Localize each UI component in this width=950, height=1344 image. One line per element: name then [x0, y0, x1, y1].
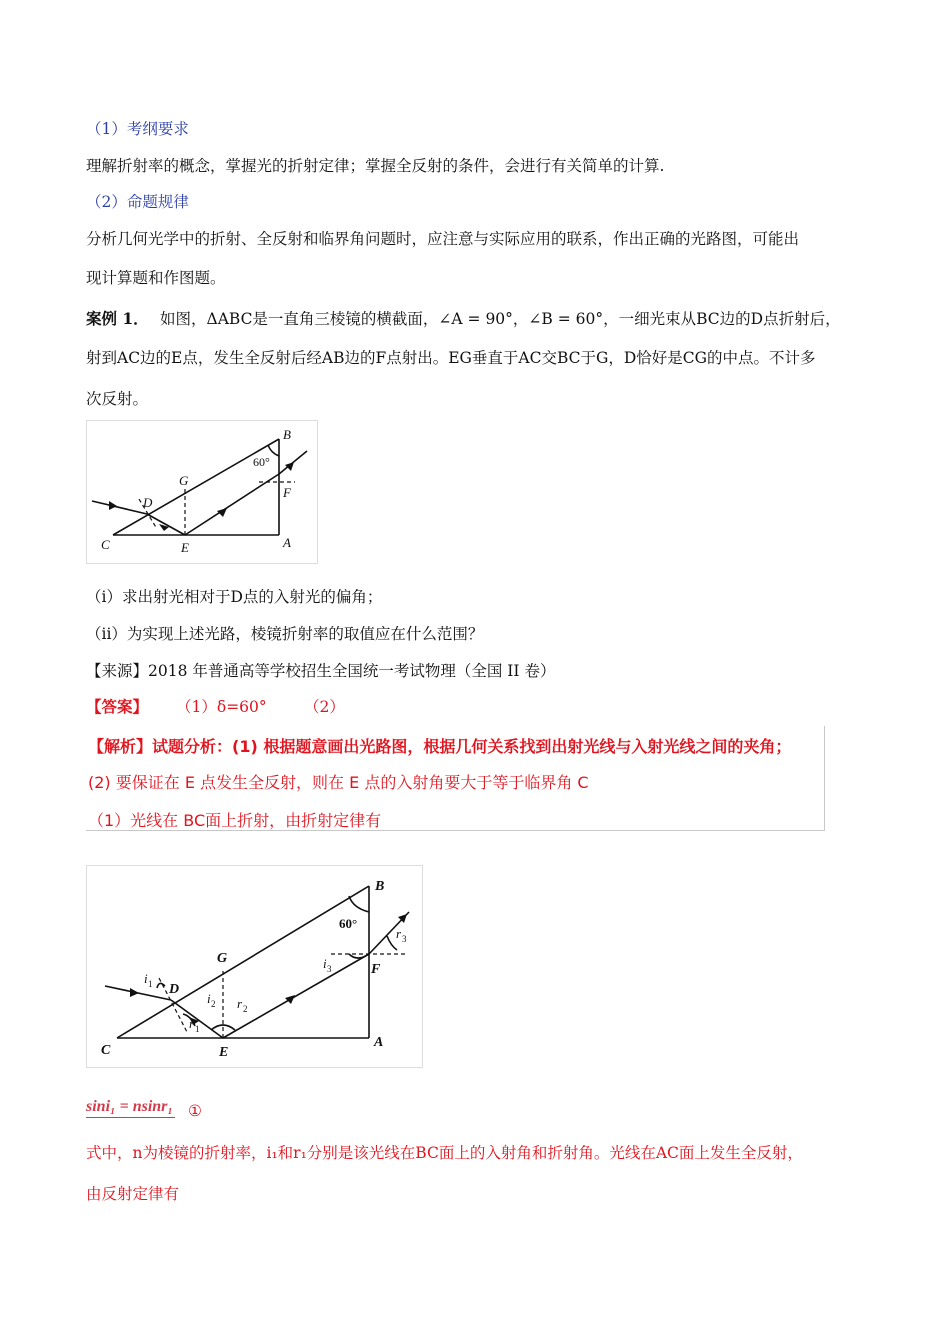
- syllabus-text: 理解折射率的概念，掌握光的折射定律；掌握全反射的条件，会进行有关简单的计算.: [86, 157, 665, 175]
- answer-part2: （2）: [304, 698, 345, 716]
- fig2-label-c: C: [101, 1043, 111, 1058]
- source-line: 【来源】2018 年普通高等学校招生全国统一考试物理（全国 II 卷）: [86, 662, 556, 680]
- question-1: （i）求出射光相对于D点的入射光的偏角；: [86, 588, 383, 606]
- pattern-text-line2: 现计算题和作图题。: [86, 269, 226, 287]
- case-text-line1: 如图，ΔABC是一直角三棱镜的横截面，∠A = 90°，∠B = 60°，一细光束从BC边的D点折射后，: [160, 310, 841, 328]
- case-label: 案例 1．: [86, 309, 149, 328]
- fig1-label-e: E: [181, 540, 189, 555]
- case-text-line2: 射到AC边的E点，发生全反射后经AB边的F点射出。EG垂直于AC交BC于G，D恰好是CG的中点。不计多: [86, 349, 816, 367]
- fig1-label-a: A: [283, 535, 291, 550]
- fig2-label-e: E: [219, 1045, 229, 1060]
- pattern-heading: （2）命题规律: [86, 193, 189, 211]
- figure-prism-1: [86, 420, 318, 564]
- fig2-label-f: F: [371, 962, 381, 977]
- fig1-angle-label: 60°: [253, 455, 270, 469]
- fig2-label-i3: i: [323, 956, 327, 971]
- explain-line1: 式中，n为棱镜的折射率，i₁和r₁分别是该光线在BC面上的入射角和折射角。光线在AC面上发生全反射，: [86, 1144, 803, 1162]
- analysis-line1: 【解析】试题分析：(1) 根据题意画出光路图，根据几何关系找到出射光线与入射光线之间的夹角；: [88, 737, 792, 756]
- fig2-sub-i3: 3: [327, 964, 332, 974]
- fig1-label-b: B: [283, 427, 291, 442]
- fig1-label-g: G: [179, 473, 189, 488]
- fig2-label-g: G: [217, 951, 228, 966]
- figure-prism-2: [86, 865, 423, 1068]
- analysis-line2: (2) 要保证在 E 点发生全反射，则在 E 点的入射角要大于等于临界角 C: [88, 773, 589, 792]
- fig1-label-c: C: [101, 537, 110, 552]
- fig2-label-r3: r: [396, 926, 402, 941]
- answer-part1: （1）δ=60°: [176, 698, 267, 716]
- fig2-sub-r3: 3: [402, 934, 407, 944]
- fig2-label-r1: r: [189, 1016, 195, 1031]
- fig2-label-d: D: [169, 982, 180, 997]
- fig2-label-r2: r: [237, 996, 243, 1011]
- case-text-line3: 次反射。: [86, 390, 149, 408]
- fig2-sub-i2: 2: [211, 999, 216, 1009]
- fig2-label-i2: i: [207, 991, 211, 1006]
- fig2-label-a: A: [374, 1035, 384, 1050]
- formula-snell: sini₁ = nsinr₁: [86, 1098, 175, 1118]
- fig2-angle-label: 60°: [339, 916, 358, 931]
- answer-label: 【答案】: [86, 697, 149, 716]
- fig2-sub-r1: 1: [195, 1024, 200, 1034]
- formula-marker: ①: [188, 1102, 202, 1120]
- fig2-sub-r2: 2: [243, 1004, 248, 1014]
- explain-line2: 由反射定律有: [86, 1185, 180, 1203]
- question-2: （ii）为实现上述光路，棱镜折射率的取值应在什么范围？: [86, 625, 484, 643]
- fig2-label-b: B: [375, 879, 385, 894]
- syllabus-heading: （1）考纲要求: [86, 120, 189, 138]
- fig1-label-d: D: [143, 495, 153, 510]
- fig2-sub-i1: 1: [148, 979, 153, 989]
- analysis-line3: （1）光线在 BC面上折射，由折射定律有: [88, 811, 382, 830]
- fig2-label-i1: i: [144, 971, 148, 986]
- pattern-text-line1: 分析几何光学中的折射、全反射和临界角问题时，应注意与实际应用的联系，作出正确的光路图，可能出: [86, 230, 800, 248]
- fig1-label-f: F: [283, 485, 291, 500]
